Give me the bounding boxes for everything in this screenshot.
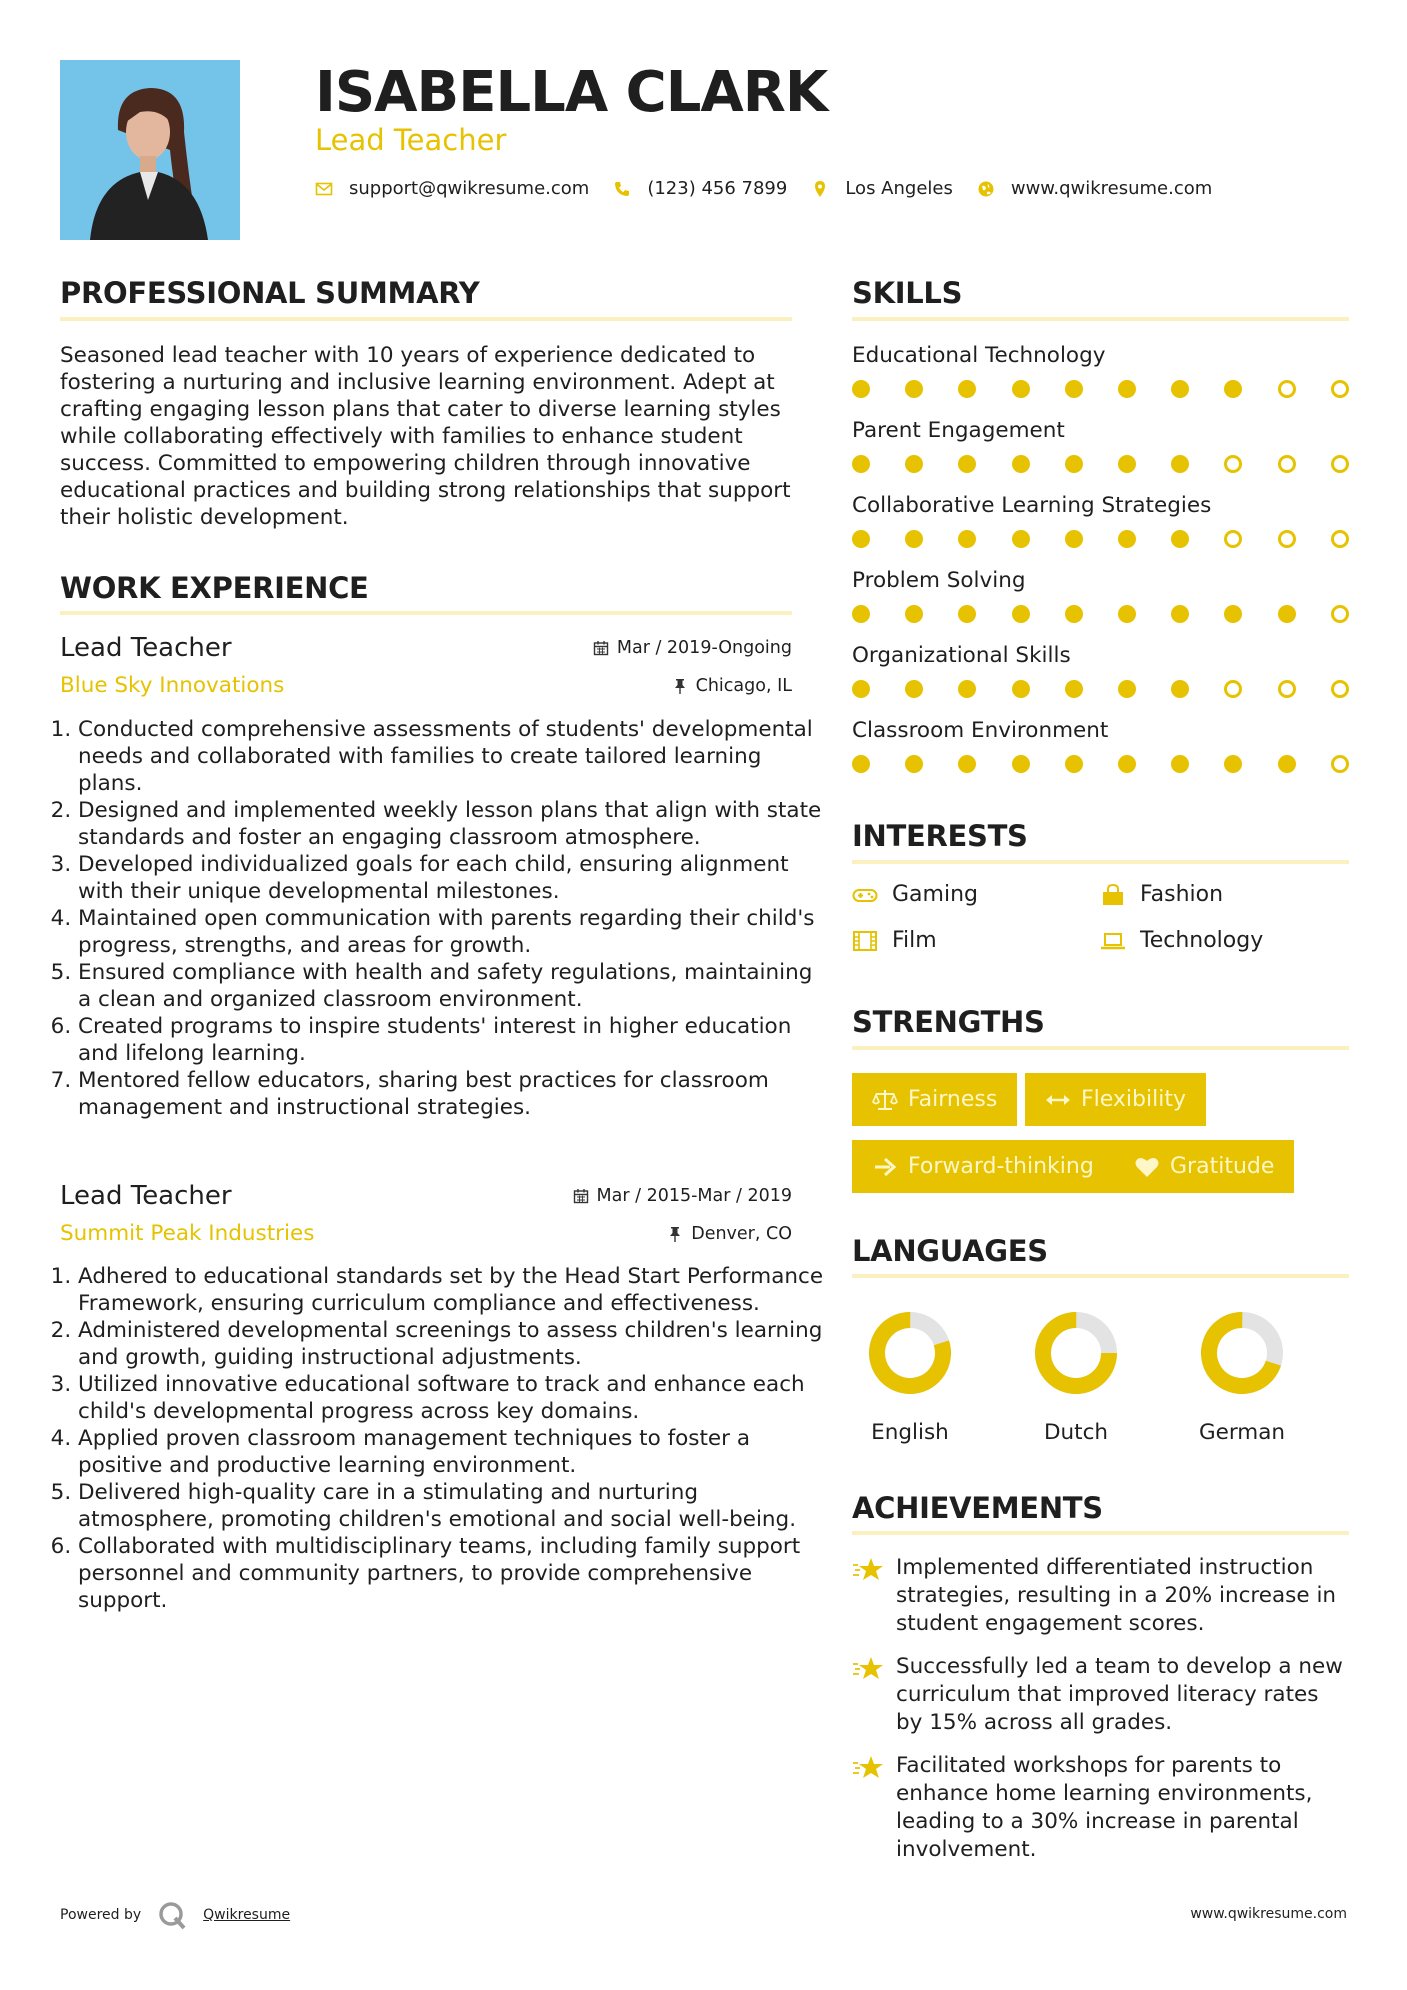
list-item: 2. Designed and implemented weekly lesson plans that align with state standards and foster an engaging classroom atmosphere.	[78, 797, 828, 851]
list-item: 1. Adhered to educational standards set by the Head Start Performance Framework, ensuring curriculum compliance and effectiveness.	[78, 1263, 828, 1317]
list-item: 7. Mentored fellow educators, sharing best practices for classroom management and instructional strategies.	[78, 1067, 828, 1121]
interest-item	[1100, 882, 1223, 907]
skill-name: Collaborative Learning Strategies	[852, 493, 1212, 518]
arrow-right-icon	[872, 1154, 898, 1180]
achievement-text: Facilitated workshops for parents to enhance home learning environments, leading to a 30% increase in parental involvement.	[896, 1753, 1313, 1862]
rating-dot-empty	[1278, 530, 1296, 548]
interest-item	[1100, 928, 1263, 953]
strength-label: Forward-thinking	[908, 1154, 1094, 1179]
language-donut	[1197, 1308, 1287, 1398]
rating-dot-filled	[1224, 755, 1242, 773]
phone-icon	[613, 180, 631, 198]
rating-dot-filled	[905, 530, 923, 548]
footer-website[interactable]: www.qwikresume.com	[1190, 1906, 1347, 1922]
star-icon	[852, 1556, 884, 1584]
contact-website[interactable]	[977, 178, 1212, 199]
language-donut	[1031, 1308, 1121, 1398]
rating-dot-filled	[852, 380, 870, 398]
rating-dot-filled	[852, 755, 870, 773]
rating-dot-filled	[1065, 455, 1083, 473]
rating-dot-filled	[1278, 755, 1296, 773]
rating-dot-filled	[1171, 380, 1189, 398]
list-item: 6. Collaborated with multidisciplinary teams, including family support personnel and community partners, to provide comprehensive support.	[78, 1533, 828, 1614]
rating-dot-filled	[1224, 380, 1242, 398]
rating-dot-filled	[1171, 455, 1189, 473]
list-item: 4. Maintained open communication with parents regarding their child's progress, strengths, and areas for growth.	[78, 905, 828, 959]
rating-dot-filled	[1118, 755, 1136, 773]
gamepad-icon	[852, 884, 878, 906]
skill-item	[852, 717, 1352, 745]
job-dates	[573, 1186, 792, 1206]
rating-dot-filled	[1065, 380, 1083, 398]
achievements-heading: ACHIEVEMENTS	[852, 1491, 1103, 1525]
rating-dot-filled	[1065, 605, 1083, 623]
rating-dot-filled	[1012, 380, 1030, 398]
strength-badge	[1025, 1073, 1206, 1126]
rating-dot-filled	[1278, 605, 1296, 623]
rating-dot-filled	[958, 605, 976, 623]
rating-dot-filled	[1118, 530, 1136, 548]
laptop-icon	[1100, 930, 1126, 952]
rating-dot-filled	[1065, 755, 1083, 773]
rating-dot-filled	[958, 755, 976, 773]
interest-label: Technology	[1140, 928, 1264, 953]
qwikresume-logo-icon	[157, 1900, 187, 1930]
rating-dot-filled	[1118, 380, 1136, 398]
job-role: Lead Teacher	[60, 633, 232, 663]
job-header	[60, 1180, 792, 1250]
heart-icon	[1134, 1154, 1160, 1180]
skill-name: Educational Technology	[852, 343, 1106, 368]
languages-heading: LANGUAGES	[852, 1234, 1048, 1268]
rating-dot-filled	[1065, 530, 1083, 548]
strengths-heading: STRENGTHS	[852, 1005, 1045, 1039]
list-item: 2. Administered developmental screenings to assess children's learning and growth, guiding instructional adjustments.	[78, 1317, 828, 1371]
rating-dot-filled	[958, 680, 976, 698]
rating-dot-filled	[852, 680, 870, 698]
rating-dot-empty	[1331, 755, 1349, 773]
achievement-text: Successfully led a team to develop a new curriculum that improved literacy rates by 15% across all grades.	[896, 1654, 1343, 1735]
profile-photo	[60, 60, 240, 240]
rating-dot-filled	[905, 680, 923, 698]
job-dates	[593, 638, 792, 658]
shopping-bag-icon	[1100, 884, 1126, 906]
job-location	[672, 676, 792, 696]
rating-dot-empty	[1278, 455, 1296, 473]
list-item: 1. Conducted comprehensive assessments of students' developmental needs and collaborated with families to create tailored learning plans.	[78, 716, 828, 797]
skill-item	[852, 342, 1352, 370]
skills-heading: SKILLS	[852, 276, 963, 310]
skill-item	[852, 567, 1352, 595]
rating-dot-filled	[1012, 680, 1030, 698]
skill-rating	[852, 530, 1352, 550]
rating-dot-empty	[1331, 380, 1349, 398]
contact-location	[811, 178, 953, 199]
interests-heading: INTERESTS	[852, 819, 1028, 853]
job-header	[60, 632, 792, 702]
candidate-title: Lead Teacher	[315, 123, 507, 157]
rating-dot-empty	[1224, 530, 1242, 548]
list-item: 5. Delivered high-quality care in a stimulating and nurturing atmosphere, promoting children's emotional and social well-being.	[78, 1479, 828, 1533]
strengths-divider	[852, 1046, 1349, 1050]
phone-text: (123) 456 7899	[647, 178, 788, 199]
calendar-icon	[573, 1188, 589, 1204]
brand-link[interactable]: Qwikresume	[203, 1907, 291, 1923]
achievement-text: Implemented differentiated instruction strategies, resulting in a 20% increase in student engagement scores.	[896, 1555, 1337, 1636]
contact-bar	[315, 178, 1236, 199]
strength-label: Gratitude	[1170, 1154, 1275, 1179]
strength-badge	[852, 1140, 1114, 1193]
pushpin-icon	[672, 678, 688, 694]
interests-divider	[852, 860, 1349, 864]
rating-dot-filled	[1118, 680, 1136, 698]
film-icon	[852, 930, 878, 952]
skill-item	[852, 492, 1352, 520]
location-text: Los Angeles	[845, 178, 953, 199]
globe-icon	[977, 180, 995, 198]
list-item: 3. Utilized innovative educational software to track and enhance each child's developmental progress across key domains.	[78, 1371, 828, 1425]
skills-divider	[852, 317, 1349, 321]
rating-dot-empty	[1278, 380, 1296, 398]
rating-dot-filled	[905, 455, 923, 473]
rating-dot-filled	[1224, 605, 1242, 623]
rating-dot-filled	[1171, 680, 1189, 698]
skill-name: Parent Engagement	[852, 418, 1065, 443]
rating-dot-empty	[1224, 455, 1242, 473]
rating-dot-filled	[1012, 605, 1030, 623]
footer-credit	[60, 1900, 290, 1930]
rating-dot-empty	[1224, 680, 1242, 698]
language-name: English	[871, 1420, 949, 1445]
experience-divider	[60, 611, 792, 615]
rating-dot-filled	[905, 380, 923, 398]
interest-item	[852, 882, 978, 907]
rating-dot-empty	[1331, 680, 1349, 698]
strength-badge	[852, 1073, 1017, 1126]
rating-dot-filled	[1118, 455, 1136, 473]
strength-badge	[1114, 1140, 1294, 1193]
arrows-horizontal-icon	[1045, 1087, 1071, 1113]
language-item	[860, 1308, 960, 1445]
skill-rating	[852, 380, 1352, 400]
job-company: Blue Sky Innovations	[60, 673, 285, 698]
rating-dot-filled	[958, 455, 976, 473]
rating-dot-filled	[958, 530, 976, 548]
skill-name: Classroom Environment	[852, 718, 1109, 743]
summary-text: Seasoned lead teacher with 10 years of experience dedicated to fostering a nurturing and inclusive learning environment. Adept at crafting engaging lesson plans that cater to diverse learning styles while collaborating effectively with families to enhance student success. Committed to empowering children through innovative educational practices and building strong relationships that support their holistic development.	[60, 343, 791, 530]
list-item: 6. Created programs to inspire students' interest in higher education and lifelong learning.	[78, 1013, 828, 1067]
experience-heading: WORK EXPERIENCE	[60, 571, 369, 605]
calendar-icon	[593, 640, 609, 656]
interest-label: Gaming	[892, 882, 978, 907]
rating-dot-filled	[852, 605, 870, 623]
summary-divider	[60, 317, 792, 321]
summary-heading: PROFESSIONAL SUMMARY	[60, 276, 480, 310]
contact-phone[interactable]	[613, 178, 787, 199]
language-donut	[865, 1308, 955, 1398]
skill-rating	[852, 605, 1352, 625]
rating-dot-filled	[1171, 755, 1189, 773]
website-text: www.qwikresume.com	[1010, 178, 1213, 199]
rating-dot-filled	[852, 530, 870, 548]
rating-dot-filled	[1171, 530, 1189, 548]
rating-dot-filled	[852, 455, 870, 473]
skill-rating	[852, 755, 1352, 775]
candidate-name: ISABELLA CLARK	[315, 60, 828, 125]
list-item: 5. Ensured compliance with health and safety regulations, maintaining a clean and organized classroom environment.	[78, 959, 828, 1013]
strength-label: Fairness	[908, 1087, 998, 1112]
language-name: Dutch	[1043, 1420, 1109, 1445]
rating-dot-filled	[1012, 755, 1030, 773]
donut-fill	[868, 1311, 951, 1394]
job-duties-list	[50, 1263, 828, 1614]
job-duties-list	[50, 716, 828, 1121]
interest-item	[852, 928, 937, 953]
list-item: 3. Developed individualized goals for each child, ensuring alignment with their unique developmental milestones.	[78, 851, 828, 905]
skill-name: Problem Solving	[852, 568, 1026, 593]
skill-name: Organizational Skills	[852, 643, 1071, 668]
interest-label: Film	[892, 928, 937, 953]
strength-label: Flexibility	[1081, 1087, 1186, 1112]
interest-label: Fashion	[1140, 882, 1224, 907]
job-company: Summit Peak Industries	[60, 1221, 315, 1246]
job-dates-text: Mar / 2019-Ongoing	[616, 638, 792, 658]
rating-dot-filled	[905, 755, 923, 773]
language-item	[1192, 1308, 1292, 1445]
email-text: support@qwikresume.com	[349, 178, 590, 199]
list-item: 4. Applied proven classroom management techniques to foster a positive and productive learning environment.	[78, 1425, 828, 1479]
rating-dot-filled	[1118, 605, 1136, 623]
powered-by-label: Powered by	[60, 1907, 142, 1923]
job-dates-text: Mar / 2015-Mar / 2019	[596, 1186, 792, 1206]
skill-item	[852, 642, 1352, 670]
rating-dot-filled	[905, 605, 923, 623]
skill-rating	[852, 680, 1352, 700]
language-item	[1026, 1308, 1126, 1445]
rating-dot-empty	[1331, 455, 1349, 473]
rating-dot-filled	[1012, 455, 1030, 473]
map-pin-icon	[811, 180, 829, 198]
job-role: Lead Teacher	[60, 1181, 232, 1211]
languages-divider	[852, 1274, 1349, 1278]
skill-item	[852, 417, 1352, 445]
rating-dot-empty	[1331, 605, 1349, 623]
rating-dot-empty	[1331, 530, 1349, 548]
contact-email[interactable]	[315, 178, 589, 199]
star-icon	[852, 1655, 884, 1683]
rating-dot-filled	[958, 380, 976, 398]
achievements-divider	[852, 1531, 1349, 1535]
rating-dot-empty	[1278, 680, 1296, 698]
language-name: German	[1198, 1420, 1286, 1445]
envelope-icon	[315, 180, 333, 198]
pushpin-icon	[667, 1226, 683, 1242]
job-location	[667, 1224, 792, 1244]
job-location-text: Denver, CO	[691, 1224, 792, 1244]
star-icon	[852, 1754, 884, 1782]
balance-scale-icon	[872, 1087, 898, 1113]
rating-dot-filled	[1065, 680, 1083, 698]
skill-rating	[852, 455, 1352, 475]
job-location-text: Chicago, IL	[695, 676, 792, 696]
rating-dot-filled	[1012, 530, 1030, 548]
rating-dot-filled	[1171, 605, 1189, 623]
